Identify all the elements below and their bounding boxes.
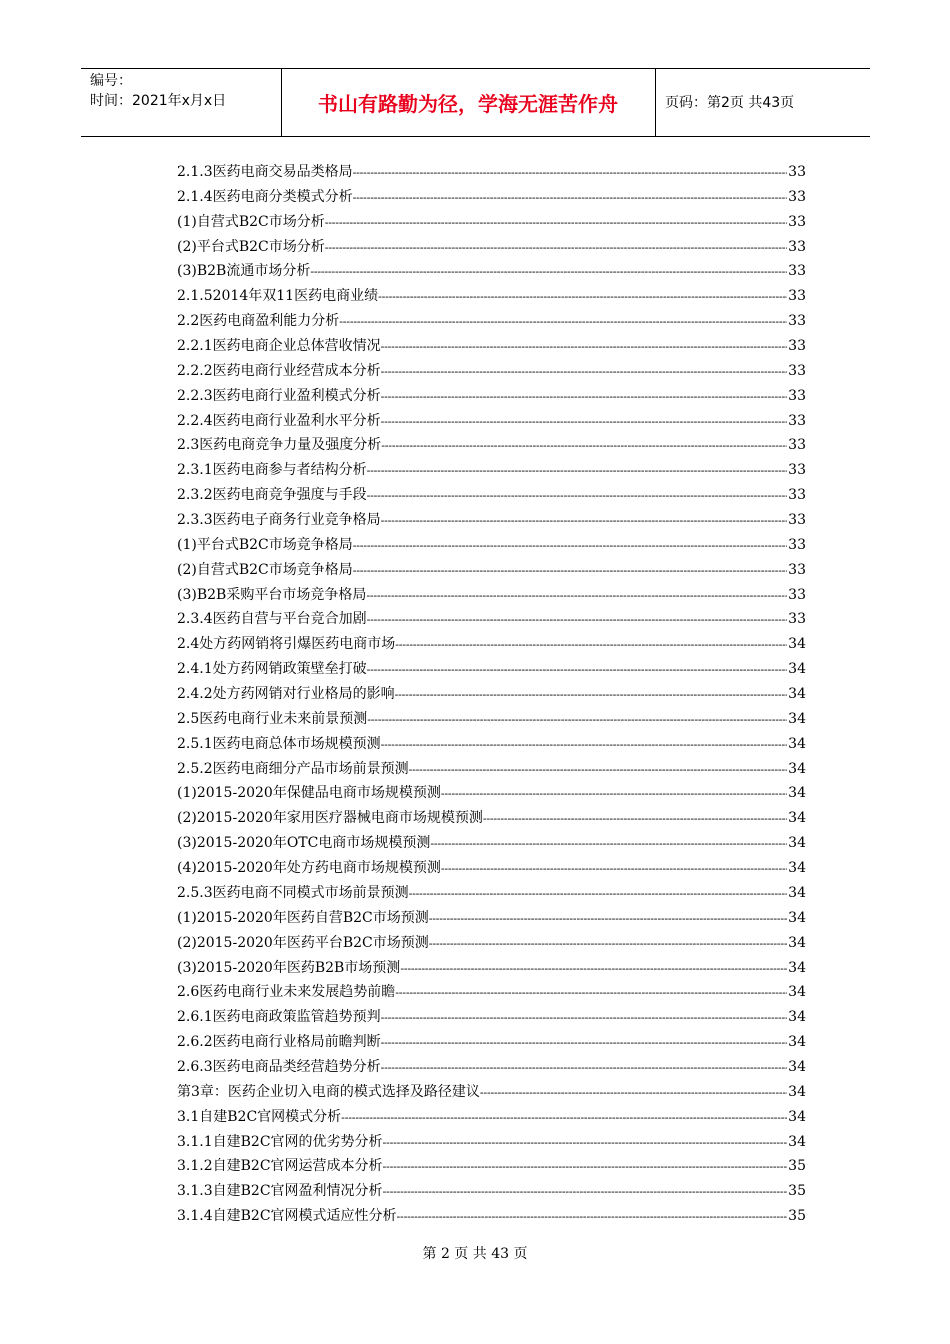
- toc-entry-title: 2.1.52014年双11医药电商业绩: [177, 288, 379, 305]
- toc-leader-dashes: [395, 632, 787, 657]
- toc-entry-title: 2.3.1医药电商参与者结构分析: [177, 462, 367, 479]
- toc-leader-dashes: [397, 1204, 788, 1229]
- toc-entry-page: 34: [788, 1083, 806, 1100]
- toc-entry-page: 35: [788, 1158, 806, 1175]
- toc-entry-title: 2.6.3医药电商品类经营趋势分析: [177, 1058, 381, 1075]
- toc-entry-page: 34: [788, 661, 806, 678]
- toc-leader-dashes: [325, 210, 787, 235]
- toc-entry-title: 2.3.3医药电子商务行业竞争格局: [177, 512, 381, 529]
- toc-leader-dashes: [395, 980, 787, 1005]
- toc-leader-dashes: [383, 1130, 788, 1155]
- toc-leader-dashes: [381, 1005, 788, 1030]
- toc-entry[interactable]: [177, 682, 806, 707]
- toc-entry[interactable]: [177, 210, 806, 235]
- toc-entry-page: 33: [788, 313, 806, 330]
- toc-entry-title: 2.6医药电商行业未来发展趋势前瞻: [177, 984, 396, 1001]
- toc-leader-dashes: [381, 508, 788, 533]
- toc-entry[interactable]: [177, 508, 806, 533]
- toc-entry-title: 2.4.1处方药网销政策壁垒打破: [177, 661, 367, 678]
- toc-entry-page: 33: [788, 487, 806, 504]
- toc-entry-title: (3)2015-2020年OTC电商市场规模预测: [177, 835, 431, 852]
- toc-entry[interactable]: [177, 831, 806, 856]
- toc-entry-title: (3)B2B采购平台市场竞争格局: [177, 586, 367, 603]
- toc-leader-dashes: [441, 781, 787, 806]
- toc-leader-dashes: [441, 856, 787, 881]
- toc-entry-page: 34: [788, 710, 806, 727]
- toc-entry-title: 2.6.1医药电商政策监管趋势预判: [177, 1009, 381, 1026]
- toc-entry[interactable]: [177, 1080, 806, 1105]
- toc-entry[interactable]: [177, 433, 806, 458]
- toc-leader-dashes: [409, 881, 788, 906]
- toc-entry-page: 35: [788, 1183, 806, 1200]
- toc-entry-page: 33: [788, 288, 806, 305]
- toc-entry-title: (1)2015-2020年保健品电商市场规模预测: [177, 785, 441, 802]
- toc-entry-page: 34: [788, 1034, 806, 1051]
- toc-entry-title: (3)2015-2020年医药B2B市场预测: [177, 959, 401, 976]
- toc-leader-dashes: [381, 334, 788, 359]
- header-motto: 书山有路勤为径，学海无涯苦作舟: [318, 92, 618, 116]
- toc-entry-title: (1)自营式B2C市场分析: [177, 213, 325, 230]
- toc-entry-title: 3.1自建B2C官网模式分析: [177, 1108, 342, 1125]
- toc-entry-page: 33: [788, 586, 806, 603]
- toc-entry[interactable]: [177, 956, 806, 981]
- toc-entry-title: 2.4.2处方药网销对行业格局的影响: [177, 686, 395, 703]
- toc-entry-page: 33: [788, 188, 806, 205]
- toc-leader-dashes: [429, 931, 787, 956]
- toc-entry-title: 3.1.2自建B2C官网运营成本分析: [177, 1158, 383, 1175]
- toc-entry[interactable]: [177, 1154, 806, 1179]
- toc-entry-title: (3)B2B流通市场分析: [177, 263, 311, 280]
- toc-entry[interactable]: [177, 235, 806, 260]
- toc-entry[interactable]: [177, 856, 806, 881]
- toc-entry-page: 33: [788, 164, 806, 180]
- toc-leader-dashes: [353, 533, 787, 558]
- toc-entry-title: 2.5医药电商行业未来前景预测: [177, 710, 368, 727]
- toc-entry-title: 3.1.3自建B2C官网盈利情况分析: [177, 1183, 383, 1200]
- toc-entry-title: (2)自营式B2C市场竞争格局: [177, 561, 353, 578]
- toc-entry-page: 34: [788, 1108, 806, 1125]
- toc-leader-dashes: [353, 160, 788, 185]
- page-footer: 第 2 页 共 43 页: [422, 1246, 528, 1262]
- toc-leader-dashes: [381, 384, 788, 409]
- toc-entry-page: 35: [788, 1208, 806, 1225]
- toc-entry-title: 2.1.3医药电商交易品类格局: [177, 164, 353, 180]
- toc-entry[interactable]: [177, 1204, 806, 1229]
- toc-entry[interactable]: [177, 632, 806, 657]
- toc-entry[interactable]: [177, 906, 806, 931]
- toc-entry[interactable]: [177, 781, 806, 806]
- toc-leader-dashes: [383, 1154, 788, 1179]
- toc-entry-title: (4)2015-2020年处方药电商市场规模预测: [177, 860, 441, 877]
- toc-entry-title: 3.1.4自建B2C官网模式适应性分析: [177, 1208, 397, 1225]
- toc-entry-page: 34: [788, 934, 806, 951]
- toc-entry-title: 2.2.1医药电商企业总体营收情况: [177, 338, 381, 355]
- toc-entry-page: 34: [788, 959, 806, 976]
- toc-leader-dashes: [400, 956, 787, 981]
- toc-entry-title: 2.5.3医药电商不同模式市场前景预测: [177, 884, 409, 901]
- header-divider: [655, 69, 656, 136]
- toc-entry-title: (2)2015-2020年医药平台B2C市场预测: [177, 934, 429, 951]
- header-page-info: 页码：第2页 共43页: [665, 95, 795, 111]
- toc-entry-title: 2.6.2医药电商行业格局前瞻判断: [177, 1034, 381, 1051]
- toc-entry-page: 34: [788, 810, 806, 827]
- toc-entry[interactable]: [177, 980, 806, 1005]
- toc-entry-title: 2.2.2医药电商行业经营成本分析: [177, 362, 381, 379]
- toc-entry[interactable]: [177, 185, 806, 210]
- toc-entry[interactable]: [177, 707, 806, 732]
- toc-entry-title: (2)平台式B2C市场分析: [177, 238, 325, 255]
- page-header: [81, 68, 870, 137]
- toc-entry-page: 33: [788, 462, 806, 479]
- toc-entry-title: 2.3.2医药电商竞争强度与手段: [177, 487, 367, 504]
- toc-entry[interactable]: [177, 1055, 806, 1080]
- toc-entry[interactable]: [177, 160, 806, 185]
- toc-entry-title: (1)平台式B2C市场竞争格局: [177, 536, 353, 553]
- toc-entry-title: (2)2015-2020年家用医疗器械电商市场规模预测: [177, 810, 483, 827]
- toc-entry-page: 34: [788, 1009, 806, 1026]
- toc-entry[interactable]: [177, 1030, 806, 1055]
- toc-leader-dashes: [409, 757, 788, 782]
- toc-entry-page: 34: [788, 835, 806, 852]
- time-label: 时间：2021年x月x日: [90, 93, 227, 109]
- toc-entry[interactable]: [177, 732, 806, 757]
- toc-leader-dashes: [310, 259, 787, 284]
- toc-entry[interactable]: [177, 309, 806, 334]
- toc-entry-page: 34: [788, 1133, 806, 1150]
- toc-leader-dashes: [367, 458, 788, 483]
- toc-entry[interactable]: [177, 558, 806, 583]
- toc-leader-dashes: [381, 433, 787, 458]
- toc-entry[interactable]: [177, 1130, 806, 1155]
- toc-entry[interactable]: [177, 409, 806, 434]
- toc-entry[interactable]: [177, 881, 806, 906]
- toc-entry-page: 33: [788, 536, 806, 553]
- toc-entry-page: 33: [788, 263, 806, 280]
- toc-leader-dashes: [381, 732, 788, 757]
- toc-entry-page: 33: [788, 338, 806, 355]
- toc-entry-page: 34: [788, 984, 806, 1001]
- toc-leader-dashes: [367, 707, 787, 732]
- toc-entry-title: 2.1.4医药电商分类模式分析: [177, 188, 353, 205]
- toc-entry[interactable]: [177, 458, 806, 483]
- toc-entry-page: 34: [788, 686, 806, 703]
- toc-entry-title: 第3章：医药企业切入电商的模式选择及路径建议: [177, 1083, 480, 1100]
- toc-entry-title: 2.5.2医药电商细分产品市场前景预测: [177, 760, 409, 777]
- toc-leader-dashes: [367, 607, 788, 632]
- toc-leader-dashes: [339, 309, 787, 334]
- toc-leader-dashes: [480, 1080, 787, 1105]
- toc-leader-dashes: [430, 831, 787, 856]
- toc-entry[interactable]: [177, 607, 806, 632]
- toc-entry-title: 3.1.1自建B2C官网的优劣势分析: [177, 1133, 383, 1150]
- toc-entry-title: 2.3.4医药自营与平台竞合加剧: [177, 611, 367, 628]
- toc-entry-title: 2.5.1医药电商总体市场规模预测: [177, 735, 381, 752]
- toc-entry-title: 2.3医药电商竞争力量及强度分析: [177, 437, 382, 454]
- toc-entry[interactable]: [177, 284, 806, 309]
- toc-leader-dashes: [381, 1030, 788, 1055]
- toc-entry-page: 34: [788, 735, 806, 752]
- toc-entry-page: 34: [788, 1058, 806, 1075]
- toc-entry-page: 33: [788, 213, 806, 230]
- toc-leader-dashes: [366, 583, 787, 608]
- toc-leader-dashes: [395, 682, 788, 707]
- toc-leader-dashes: [378, 284, 787, 309]
- toc-entry-page: 34: [788, 636, 806, 653]
- toc-entry[interactable]: [177, 806, 806, 831]
- toc-entry[interactable]: [177, 334, 806, 359]
- toc-leader-dashes: [367, 657, 788, 682]
- toc-leader-dashes: [353, 558, 787, 583]
- toc-entry-page: 34: [788, 785, 806, 802]
- toc-entry-page: 33: [788, 611, 806, 628]
- toc-entry-title: 2.2.3医药电商行业盈利模式分析: [177, 387, 381, 404]
- toc-entry[interactable]: [177, 1179, 806, 1204]
- toc-leader-dashes: [381, 1055, 788, 1080]
- toc-entry-page: 34: [788, 760, 806, 777]
- toc-entry-page: 34: [788, 884, 806, 901]
- toc-entry[interactable]: [177, 1105, 806, 1130]
- toc-entry-title: 2.2.4医药电商行业盈利水平分析: [177, 412, 381, 429]
- toc-entry-page: 34: [788, 860, 806, 877]
- toc-leader-dashes: [325, 235, 787, 260]
- header-meta: [90, 71, 226, 111]
- toc-entry-page: 33: [788, 362, 806, 379]
- toc-entry[interactable]: [177, 757, 806, 782]
- toc-leader-dashes: [383, 1179, 788, 1204]
- toc-entry-title: (1)2015-2020年医药自营B2C市场预测: [177, 909, 429, 926]
- toc-leader-dashes: [367, 483, 788, 508]
- toc-entry[interactable]: [177, 533, 806, 558]
- toc-entry[interactable]: [177, 384, 806, 409]
- toc-leader-dashes: [429, 906, 787, 931]
- number-label: 编号：: [90, 73, 132, 89]
- toc-leader-dashes: [353, 185, 788, 210]
- toc-entry-page: 33: [788, 412, 806, 429]
- toc-entry-page: 34: [788, 909, 806, 926]
- toc-entry-title: 2.4处方药网销将引爆医药电商市场: [177, 636, 396, 653]
- toc-entry[interactable]: [177, 483, 806, 508]
- toc-leader-dashes: [341, 1105, 787, 1130]
- toc-entry-title: 2.2医药电商盈利能力分析: [177, 313, 340, 330]
- table-of-contents: [177, 160, 806, 1229]
- toc-entry-page: 33: [788, 238, 806, 255]
- toc-entry[interactable]: [177, 931, 806, 956]
- toc-entry-page: 33: [788, 561, 806, 578]
- toc-entry-page: 33: [788, 387, 806, 404]
- toc-entry[interactable]: [177, 583, 806, 608]
- toc-leader-dashes: [381, 409, 788, 434]
- toc-entry[interactable]: [177, 1005, 806, 1030]
- toc-entry-page: 33: [788, 512, 806, 529]
- toc-leader-dashes: [381, 359, 788, 384]
- toc-leader-dashes: [483, 806, 787, 831]
- toc-entry-page: 33: [788, 437, 806, 454]
- toc-entry[interactable]: [177, 657, 806, 682]
- toc-entry[interactable]: [177, 359, 806, 384]
- toc-entry[interactable]: [177, 259, 806, 284]
